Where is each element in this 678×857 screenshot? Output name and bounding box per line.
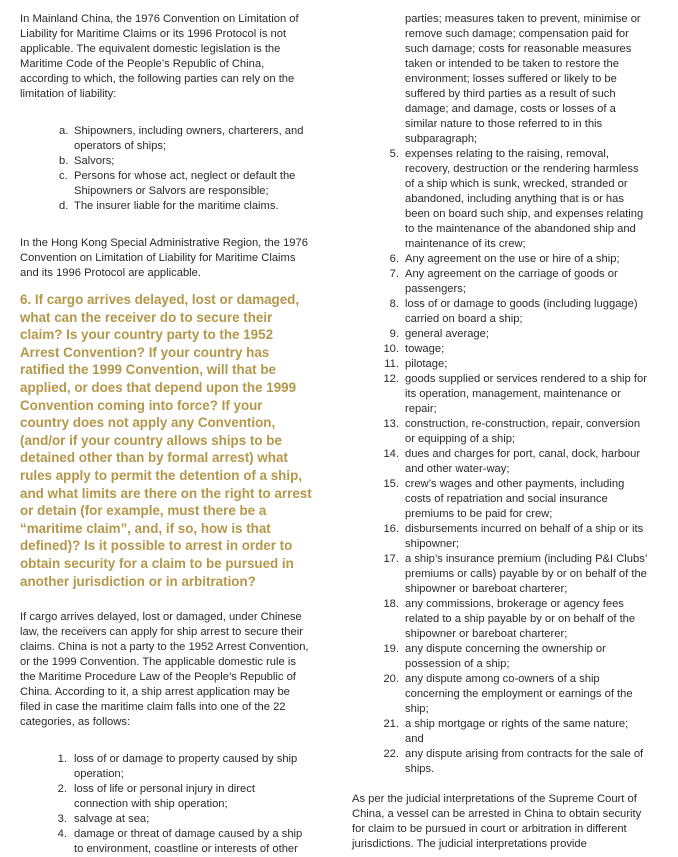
question-heading: 6. If cargo arrives delayed, lost or damaged, what can the receiver do to secure their claim? Is your country party to the 1952 Arrest Convention? If your country has ratified the 1999 Convention, will that be applied, or does that depend upon the 1999 Convention coming into force? If your country does not apply any Convention, (and/or if your country allows ships to be detained other than by formal arrest) what rules apply to permit the detention of a ship, and what limits are there on the right to arrest or detain (for example, must there be a “maritime claim”, and, if so, how is that defined)? Is it possible to arrest in order to obtain security for a claim to be pursued in another jurisdiction or in arbitration? <box>20 292 312 589</box>
list-marker: 10. <box>383 343 399 355</box>
list-marker: 1. <box>57 753 67 766</box>
list-item <box>352 327 650 342</box>
list-marker: 12. <box>383 373 399 385</box>
list-item-text: damage or threat of damage caused by a ship to environment, coastline or interests of other <box>74 828 303 856</box>
list-item-text: any dispute among co-owners of a ship concerning the employment or earnings of the ship; <box>405 673 633 715</box>
list-marker: 16. <box>383 523 399 535</box>
list-marker: 6. <box>389 253 399 265</box>
list-item-text: Persons for whose act, neglect or default the Shipowners or Salvors are responsible; <box>74 170 296 197</box>
list-item-text: any commissions, brokerage or agency fees related to a ship payable by or on behalf of the shipowner or bareboat charterer; <box>405 598 636 640</box>
list-marker: 2. <box>57 783 67 796</box>
list-marker: 15. <box>383 478 399 490</box>
list-item <box>352 597 650 642</box>
list-item <box>352 552 650 597</box>
list-marker: 5. <box>389 148 399 160</box>
list-marker: d. <box>59 200 69 212</box>
list-marker: 4. <box>57 828 67 841</box>
list-marker: c. <box>59 170 68 182</box>
list-item <box>352 147 650 252</box>
list-marker: 18. <box>383 598 399 610</box>
list-item <box>352 417 650 447</box>
list-item <box>352 717 650 747</box>
list-item <box>20 199 312 214</box>
list-item <box>20 827 312 857</box>
list-item <box>352 342 650 357</box>
list-item-continuation: parties; measures taken to prevent, minimise or remove such damage; compensation paid for such damage; costs for reasonable measures taken or intended to be taken to restore the environment; losses suffered or likely to be suffered by third parties as a result of such damage; and damage, costs or losses of a similar nature to those referred to in this subparagraph; <box>405 13 641 145</box>
list-marker: 11. <box>384 358 399 370</box>
list-item <box>352 642 650 672</box>
list-item <box>352 357 650 372</box>
list-marker: 9. <box>389 328 399 340</box>
list-item <box>352 372 650 417</box>
answer-paragraph: If cargo arrives delayed, lost or damaged, under Chinese law, the receivers can apply for ship arrest to secure their claims. China is not a party to the 1952 Arrest Convention, or the 1999 Convention. The applicable domestic rule is the Maritime Procedure Law of the People’s Republic of China. According to it, a ship arrest application may be filed in case the maritime claim falls into one of the 22 categories, as follows: <box>20 611 309 729</box>
list-item-text: Any agreement on the use or hire of a ship; <box>405 253 620 265</box>
list-marker: 22. <box>383 748 399 760</box>
list-marker: 8. <box>389 298 399 310</box>
list-item-text: pilotage; <box>405 358 448 370</box>
list-item-text: loss of or damage to property caused by ship operation; <box>74 753 298 781</box>
list-item <box>20 752 312 782</box>
list-item-text: any dispute arising from contracts for the sale of ships. <box>405 748 644 775</box>
list-item-text: The insurer liable for the maritime claims. <box>74 200 279 212</box>
list-marker: 3. <box>57 813 67 826</box>
list-marker: a. <box>59 125 69 137</box>
list-marker: 17. <box>383 553 399 565</box>
list-item-text: Any agreement on the carriage of goods or passengers; <box>405 268 618 295</box>
list-item <box>352 267 650 297</box>
list-marker: 21. <box>383 718 399 730</box>
right-column <box>352 12 650 852</box>
list-item <box>352 522 650 552</box>
list-item-text: dues and charges for port, canal, dock, harbour and other water-way; <box>405 448 641 475</box>
list-item-text: loss of or damage to goods (including luggage) carried on board a ship; <box>405 298 638 325</box>
closing-paragraph: As per the judicial interpretations of the Supreme Court of China, a vessel can be arrested in China to obtain security for claim to be pursued in court or arbitration in different jurisdictions. The judicial interpretations provide <box>352 793 642 850</box>
list-item-text: salvage at sea; <box>74 813 150 826</box>
list-item-text: goods supplied or services rendered to a ship for its operation, management, maintenance or repair; <box>405 373 647 415</box>
list-item-text: towage; <box>405 343 445 355</box>
list-item-text: Salvors; <box>74 155 115 167</box>
list-item <box>20 782 312 812</box>
maritime-claims-list-part-1 <box>20 752 312 857</box>
list-item-text: loss of life or personal injury in direct connection with ship operation; <box>74 783 255 811</box>
list-item <box>20 812 312 827</box>
list-item <box>20 124 312 154</box>
list-marker: 20. <box>383 673 399 685</box>
list-item <box>20 169 312 199</box>
list-item <box>352 252 650 267</box>
list-item-text: a ship mortgage or rights of the same nature; and <box>405 718 629 745</box>
list-item <box>352 672 650 717</box>
list-item-text: crew’s wages and other payments, including costs of repatriation and social insurance premiums to be paid for crew; <box>405 478 625 520</box>
list-marker: 19. <box>383 643 399 655</box>
list-item-text: Shipowners, including owners, charterers, and operators of ships; <box>74 125 304 152</box>
list-item-text: general average; <box>405 328 489 340</box>
list-item-text: any dispute concerning the ownership or possession of a ship; <box>405 643 606 670</box>
list-marker: 13. <box>383 418 399 430</box>
intro-paragraph: In Mainland China, the 1976 Convention on Limitation of Liability for Maritime Claims or its 1996 Protocol is not applicable. The equivalent domestic legislation is the Maritime Code of the People’s Republic of China, according to which, the following parties can rely on the limitation of liability: <box>20 13 299 100</box>
list-item-text: expenses relating to the raising, removal, recovery, destruction or the rendering harmless of a ship which is sunk, wrecked, stranded or abandoned, including anything that is or has been on board such ship, and expenses relating to the maintenance of the abandoned ship and maintenance of its crew; <box>405 148 644 250</box>
maritime-claims-list-part-2 <box>352 147 650 777</box>
liability-parties-list <box>20 124 312 214</box>
list-marker: 7. <box>389 268 399 280</box>
list-item-text: a ship’s insurance premium (including P&I Clubs’ premiums or calls) payable by or on behalf of the shipowner or bareboat charterer; <box>405 553 647 595</box>
list-item <box>352 297 650 327</box>
left-column <box>20 12 312 857</box>
list-marker: b. <box>59 155 69 167</box>
list-item-text: disbursements incurred on behalf of a ship or its shipowner; <box>405 523 644 550</box>
hong-kong-paragraph: In the Hong Kong Special Administrative Region, the 1976 Convention on Limitation of Liability for Maritime Claims and its 1996 Protocol are applicable. <box>20 237 308 279</box>
list-marker: 14. <box>383 448 399 460</box>
list-item <box>352 477 650 522</box>
list-item <box>352 447 650 477</box>
list-item-text: construction, re-construction, repair, conversion or equipping of a ship; <box>405 418 641 445</box>
list-item <box>352 747 650 777</box>
list-item <box>20 154 312 169</box>
